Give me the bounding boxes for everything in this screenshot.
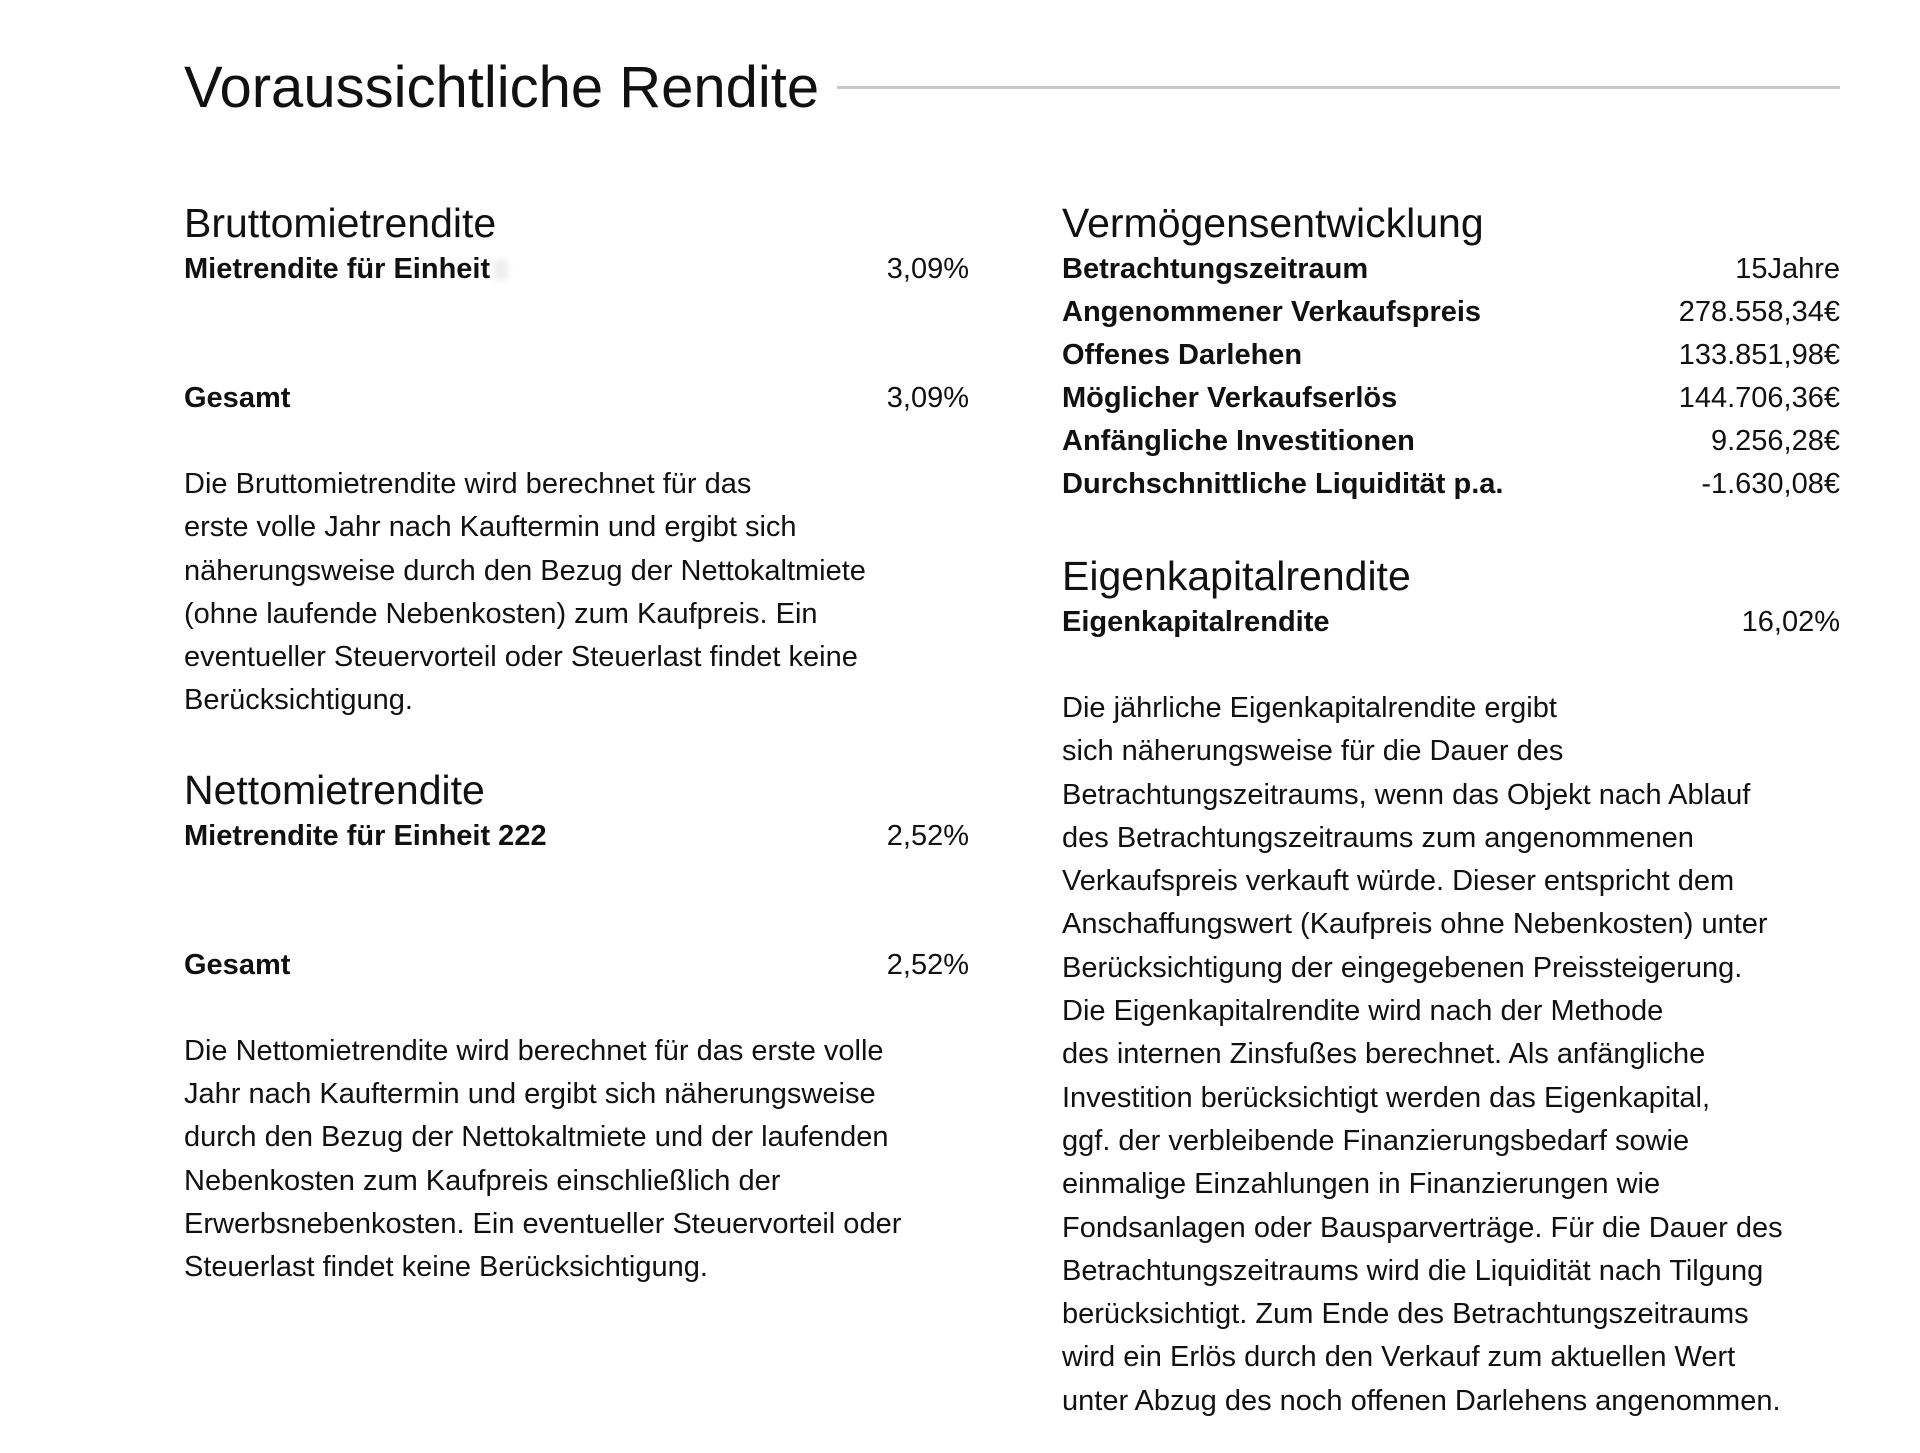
spacer: [184, 291, 969, 377]
netto-total-row: [184, 944, 969, 987]
brutto-desc-line: Berücksichtigung.: [184, 684, 413, 717]
eigenkapital-section: [1062, 551, 1840, 1423]
netto-unit-row: [184, 815, 969, 858]
brutto-total-label: Gesamt: [184, 382, 291, 414]
brutto-section: [184, 198, 969, 723]
title-divider: [837, 86, 1840, 89]
eigenkapital-desc-line: Investition berücksichtigt werden das Eigenkapital,: [1062, 1081, 1711, 1114]
brutto-unit-value: 3,09%: [886, 253, 969, 285]
brutto-desc-line: näherungsweise durch den Bezug der Nettokaltmiete: [184, 554, 866, 587]
eigenkapital-desc-line: Die Eigenkapitalrendite wird nach der Methode: [1062, 995, 1664, 1028]
eigenkapital-desc-line: Berücksichtigung der eingegebenen Preissteigerung.: [1062, 951, 1743, 984]
netto-section: [184, 765, 969, 1290]
vermoegen-row-value: 278.558,34€: [1678, 296, 1840, 328]
eigenkapital-desc-line: des Betrachtungszeitraums zum angenommenen: [1062, 821, 1694, 854]
vermoegen-row-value: 9.256,28€: [1710, 425, 1840, 457]
spacer: [184, 723, 969, 765]
netto-total-value: 2,52%: [886, 948, 969, 981]
netto-desc-line: Erwerbsnebenkosten. Ein eventueller Steuervorteil oder: [184, 1207, 902, 1240]
netto-title: Nettomietrendite: [184, 766, 485, 813]
vermoegen-row-label: Angenommener Verkaufspreis: [1062, 296, 1482, 328]
eigenkapital-label: Eigenkapitalrendite: [1062, 606, 1330, 638]
vermoegen-section: [1062, 198, 1840, 506]
eigenkapital-desc-line: Betrachtungszeitraums wird die Liquidität nach Tilgung: [1062, 1254, 1764, 1287]
eigenkapital-desc-line: Verkaufspreis verkauft würde. Dieser entspricht dem: [1062, 865, 1735, 898]
eigenkapital-desc-line: wird ein Erlös durch den Verkauf zum aktuellen Wert: [1062, 1341, 1736, 1374]
netto-desc-line: Jahr nach Kauftermin und ergibt sich näherungsweise: [184, 1078, 876, 1111]
vermoegen-row: [1062, 420, 1840, 463]
eigenkapital-desc-line: sich näherungsweise für die Dauer des: [1062, 735, 1564, 768]
brutto-unit-label: [184, 248, 508, 291]
page-title: Voraussichtliche Rendite: [184, 54, 820, 120]
netto-unit-label: Mietrendite für Einheit 222: [184, 819, 547, 852]
spacer: [184, 987, 969, 1030]
vermoegen-row: [1062, 463, 1840, 506]
eigenkapital-desc-line: berücksichtigt. Zum Ende des Betrachtungszeitraums: [1062, 1298, 1749, 1331]
right-column: [1062, 198, 1840, 1423]
vermoegen-title: Vermögensentwicklung: [1062, 200, 1484, 246]
vermoegen-row-label: Anfängliche Investitionen: [1062, 425, 1415, 457]
brutto-total-value: 3,09%: [886, 382, 969, 414]
eigenkapital-desc-line: Anschaffungswert (Kaufpreis ohne Nebenkosten) unter: [1062, 908, 1768, 941]
eigenkapital-desc-line: einmalige Einzahlungen in Finanzierungen wie: [1062, 1168, 1661, 1201]
vermoegen-row: [1062, 248, 1840, 291]
left-column: [184, 198, 969, 1290]
vermoegen-row: [1062, 334, 1840, 377]
spacer: [184, 858, 969, 944]
vermoegen-row-label: Betrachtungszeitraum: [1062, 253, 1369, 285]
netto-desc-line: durch den Bezug der Nettokaltmiete und der laufenden: [184, 1121, 889, 1154]
page-header: [184, 52, 1840, 122]
netto-desc-line: Nebenkosten zum Kaufpreis einschließlich der: [184, 1164, 781, 1197]
brutto-desc-line: (ohne laufende Nebenkosten) zum Kaufpreis. Ein: [184, 597, 818, 630]
eigenkapital-desc-line: unter Abzug des noch offenen Darlehens angenommen.: [1062, 1384, 1781, 1417]
netto-unit-value: 2,52%: [886, 819, 969, 852]
eigenkapital-desc-line: Die jährliche Eigenkapitalrendite ergibt: [1062, 692, 1557, 724]
eigenkapital-desc-line: Fondsanlagen oder Bausparverträge. Für die Dauer des: [1062, 1211, 1783, 1244]
brutto-total-row: [184, 377, 969, 420]
vermoegen-row-label: Möglicher Verkaufserlös: [1062, 382, 1398, 414]
brutto-title: Bruttomietrendite: [184, 200, 497, 246]
vermoegen-row-value: 144.706,36€: [1678, 382, 1840, 414]
eigenkapital-desc-line: Betrachtungszeitraums, wenn das Objekt nach Ablauf: [1062, 778, 1751, 811]
eigenkapital-row: [1062, 601, 1840, 644]
vermoegen-row: [1062, 291, 1840, 334]
vermoegen-row-label: Durchschnittliche Liquidität p.a.: [1062, 468, 1504, 500]
brutto-unit-row: [184, 248, 969, 291]
vermoegen-row-value: 15Jahre: [1735, 253, 1840, 285]
eigenkapital-description: [1062, 687, 1840, 1423]
brutto-desc-line: eventueller Steuervorteil oder Steuerlast findet keine: [184, 641, 858, 674]
eigenkapital-title: Eigenkapitalrendite: [1062, 553, 1411, 599]
brutto-description: [184, 463, 969, 723]
spacer: [184, 420, 969, 463]
vermoegen-row-value: 133.851,98€: [1678, 339, 1840, 371]
eigenkapital-desc-line: ggf. der verbleibende Finanzierungsbedarf sowie: [1062, 1124, 1690, 1157]
spacer: [1062, 644, 1840, 687]
brutto-desc-line: Die Bruttomietrendite wird berechnet für das: [184, 468, 752, 500]
vermoegen-row-value: -1.630,08€: [1701, 468, 1840, 500]
netto-desc-line: Die Nettomietrendite wird berechnet für das erste volle: [184, 1034, 884, 1067]
vermoegen-row: [1062, 377, 1840, 420]
vermoegen-row-label: Offenes Darlehen: [1062, 339, 1303, 371]
eigenkapital-desc-line: des internen Zinsfußes berechnet. Als anfängliche: [1062, 1038, 1706, 1071]
spacer: [1062, 506, 1840, 551]
redacted-unit-number: [494, 260, 508, 280]
eigenkapital-value: 16,02%: [1741, 606, 1840, 638]
brutto-desc-line: erste volle Jahr nach Kauftermin und ergibt sich: [184, 511, 797, 544]
brutto-unit-label-text: Mietrendite für Einheit: [184, 253, 491, 285]
netto-desc-line: Steuerlast findet keine Berücksichtigung.: [184, 1251, 708, 1284]
netto-description: [184, 1030, 969, 1290]
netto-total-label: Gesamt: [184, 948, 291, 981]
